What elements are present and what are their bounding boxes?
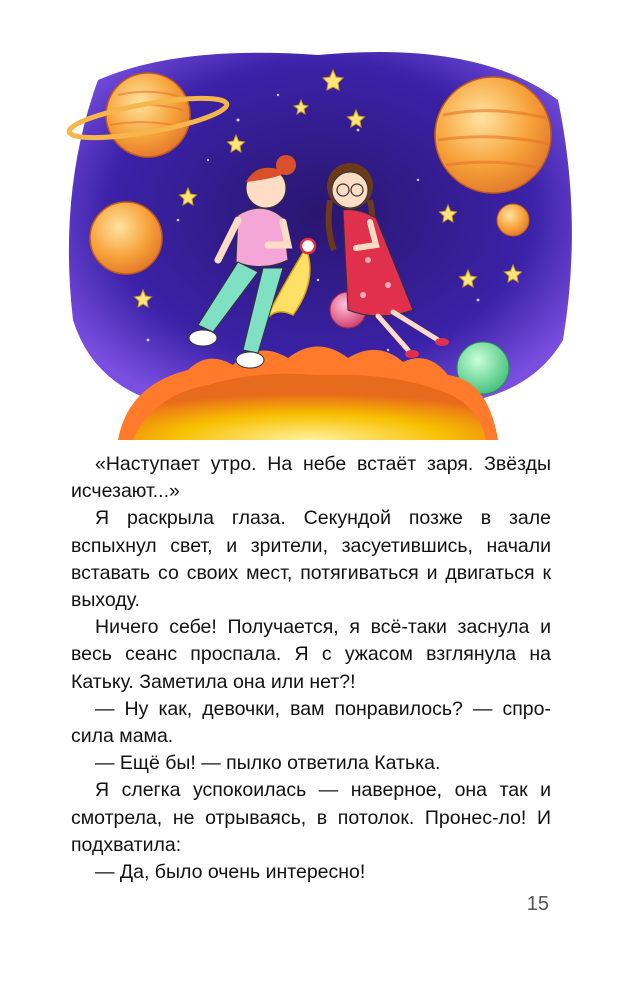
paragraph: Я раскрыла глаза. Секундой позже в зале вспыхнул свет, и зрители, засуетившись, начали вставать со своих мест, потягиваться и двигаться к выходу.	[71, 507, 551, 612]
paragraph: «Наступает утро. На небе встаёт заря. Звёзды исчезают...»	[71, 453, 551, 503]
page-number: 15	[526, 893, 549, 915]
story-text	[71, 451, 551, 886]
orange-planet-left	[90, 202, 162, 274]
paragraph: Я слегка успокоилась — наверное, она так и смотрела, не отрываясь, в потолок. Пронес-ло! И подхватила:	[71, 779, 551, 856]
paragraph: — Ну как, девочки, вам понравилось? — спро-сила мама.	[71, 697, 551, 748]
paragraph: — Ещё бы! — пылко ответила Катька.	[95, 752, 441, 775]
space-illustration	[58, 40, 578, 440]
paragraph: — Да, было очень интересно!	[95, 861, 366, 884]
large-orange-planet	[435, 77, 551, 193]
paragraph: Ничего себе! Получается, я всё-таки заснула и весь сеанс проспала. Я с ужасом взглянула на Катьку. Заметила она или нет?!	[71, 616, 551, 693]
small-orange-planet	[497, 204, 529, 236]
